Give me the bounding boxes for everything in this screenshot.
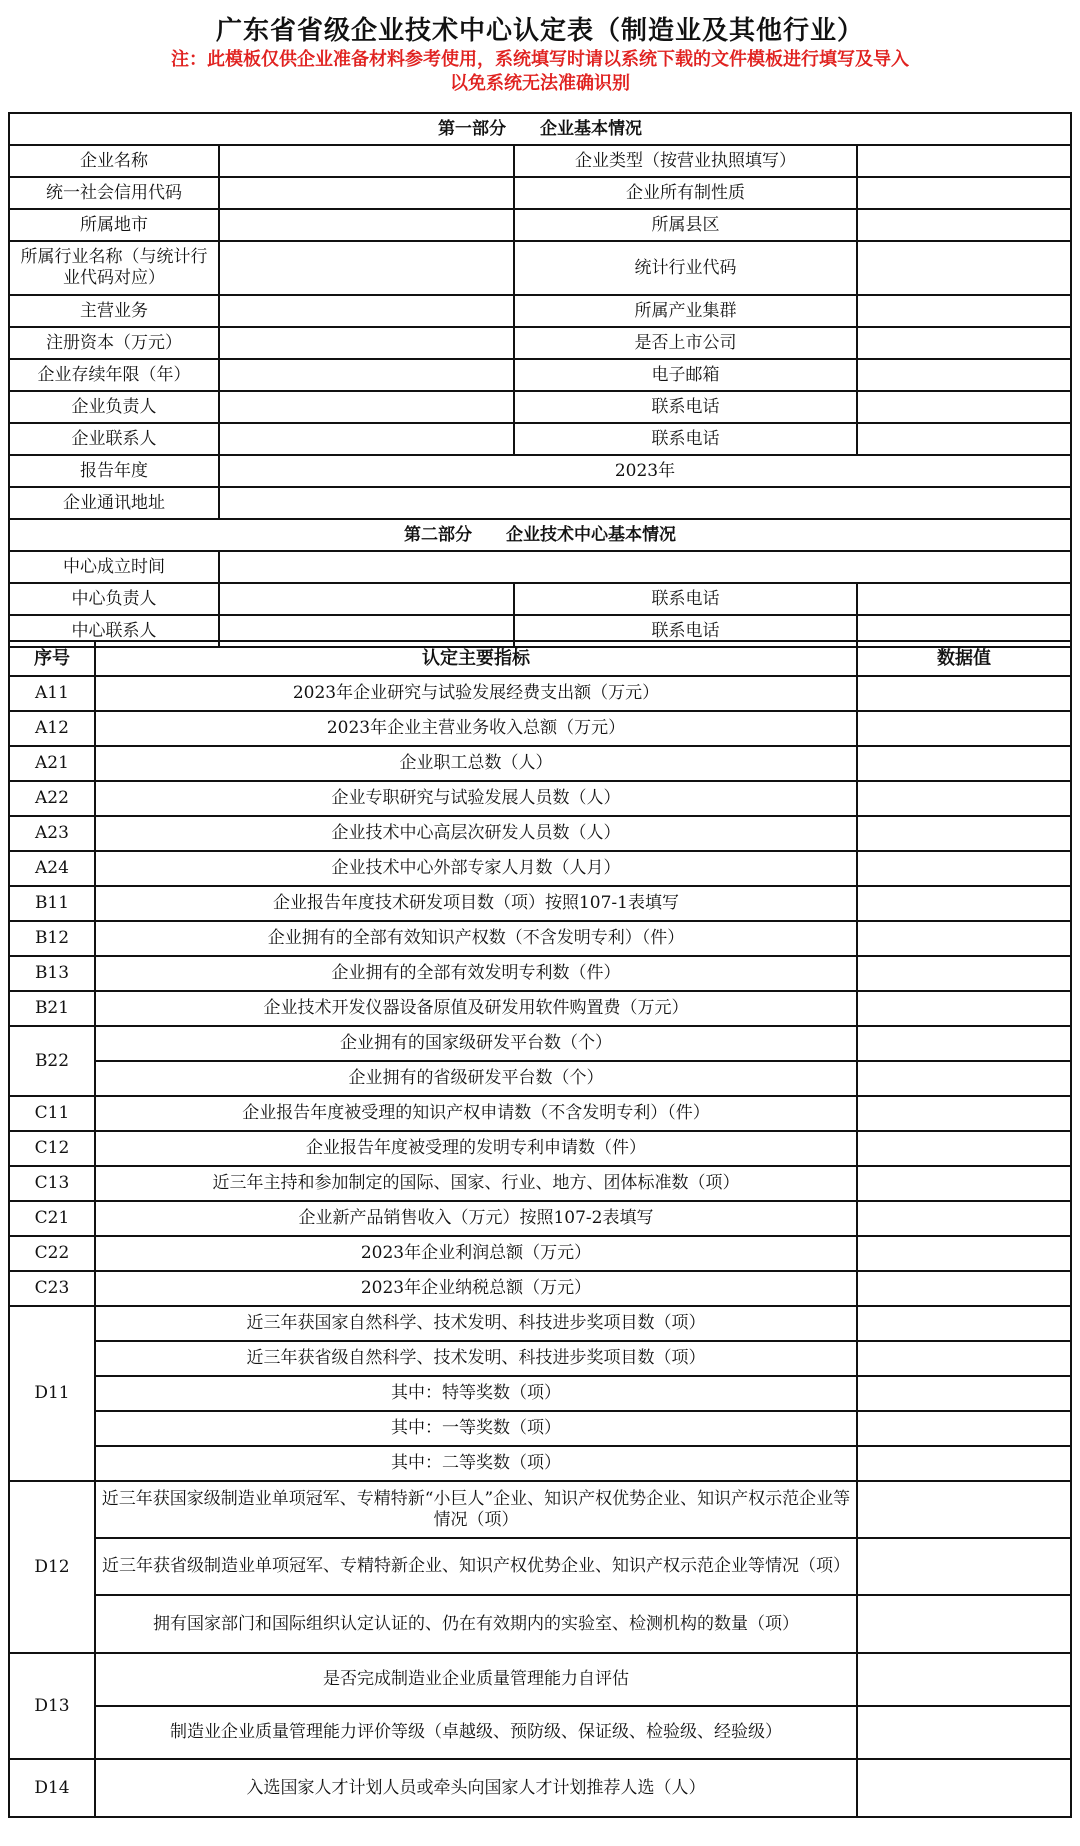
- indicator-label: 近三年获国家自然科学、技术发明、科技进步奖项目数（项）: [95, 1306, 857, 1341]
- row-seq: C22: [9, 1236, 95, 1271]
- center-leader-label: 中心负责人: [9, 583, 219, 615]
- value-field[interactable]: [857, 956, 1071, 991]
- value-field[interactable]: [857, 1595, 1071, 1653]
- row-seq: D13: [9, 1653, 95, 1759]
- row-seq: A22: [9, 781, 95, 816]
- row-seq: C12: [9, 1131, 95, 1166]
- enterprise-leader-label: 企业负责人: [9, 391, 219, 423]
- report-year-label: 报告年度: [9, 455, 219, 487]
- indicator-label: 近三年获省级制造业单项冠军、专精特新企业、知识产权优势企业、知识产权示范企业等情况（项）: [95, 1538, 857, 1595]
- industry-code-field[interactable]: [857, 241, 1071, 295]
- indicator-label: 企业拥有的省级研发平台数（个）: [95, 1061, 857, 1096]
- value-field[interactable]: [857, 1706, 1071, 1759]
- main-business-label: 主营业务: [9, 295, 219, 327]
- indicator-label: 其中：一等奖数（项）: [95, 1411, 857, 1446]
- indicator-label: 企业报告年度被受理的发明专利申请数（件）: [95, 1131, 857, 1166]
- enterprise-name-field[interactable]: [219, 145, 514, 177]
- row-seq: C23: [9, 1271, 95, 1306]
- indicator-label: 企业技术中心高层次研发人员数（人）: [95, 816, 857, 851]
- indicator-label: 入选国家人才计划人员或牵头向国家人才计划推荐人选（人）: [95, 1759, 857, 1817]
- indicator-label: 企业职工总数（人）: [95, 746, 857, 781]
- credit-code-field[interactable]: [219, 177, 514, 209]
- value-field[interactable]: [857, 1026, 1071, 1061]
- enterprise-name-label: 企业名称: [9, 145, 219, 177]
- center-contact-label: 中心联系人: [9, 615, 219, 647]
- enterprise-type-label: 企业类型（按营业执照填写）: [514, 145, 857, 177]
- indicator-label: 企业拥有的全部有效知识产权数（不含发明专利）（件）: [95, 921, 857, 956]
- row-seq: C13: [9, 1166, 95, 1201]
- registered-capital-field[interactable]: [219, 327, 514, 359]
- registered-capital-label: 注册资本（万元）: [9, 327, 219, 359]
- indicator-label: 其中：特等奖数（项）: [95, 1376, 857, 1411]
- value-field[interactable]: [857, 1446, 1071, 1481]
- leader-phone-field[interactable]: [857, 391, 1071, 423]
- indicator-label: 其中：二等奖数（项）: [95, 1446, 857, 1481]
- form-header: [0, 0, 1080, 112]
- enterprise-leader-field[interactable]: [219, 391, 514, 423]
- part1-title: 第一部分 企业基本情况: [9, 113, 1071, 145]
- row-seq: A24: [9, 851, 95, 886]
- report-year-value: 2023年: [219, 455, 1071, 487]
- email-field[interactable]: [857, 359, 1071, 391]
- value-field[interactable]: [857, 1166, 1071, 1201]
- value-field[interactable]: [857, 816, 1071, 851]
- row-seq: C11: [9, 1096, 95, 1131]
- center-contact-phone-label: 联系电话: [514, 615, 857, 647]
- value-field[interactable]: [857, 1271, 1071, 1306]
- value-field[interactable]: [857, 921, 1071, 956]
- value-field[interactable]: [857, 1653, 1071, 1706]
- leader-phone-label: 联系电话: [514, 391, 857, 423]
- indicator-label: 企业技术开发仪器设备原值及研发用软件购置费（万元）: [95, 991, 857, 1026]
- row-seq: A11: [9, 676, 95, 711]
- enterprise-type-field[interactable]: [857, 145, 1071, 177]
- value-field[interactable]: [857, 1306, 1071, 1341]
- row-seq: D12: [9, 1481, 95, 1653]
- indicator-label: 2023年企业纳税总额（万元）: [95, 1271, 857, 1306]
- value-field[interactable]: [857, 1131, 1071, 1166]
- email-label: 电子邮箱: [514, 359, 857, 391]
- address-label: 企业通讯地址: [9, 487, 219, 519]
- row-seq: C21: [9, 1201, 95, 1236]
- value-field[interactable]: [857, 781, 1071, 816]
- enterprise-contact-label: 企业联系人: [9, 423, 219, 455]
- years-in-operation-label: 企业存续年限（年）: [9, 359, 219, 391]
- value-field[interactable]: [857, 746, 1071, 781]
- basic-info-table: [8, 112, 1072, 648]
- listed-company-label: 是否上市公司: [514, 327, 857, 359]
- center-established-label: 中心成立时间: [9, 551, 219, 583]
- industry-code-label: 统计行业代码: [514, 241, 857, 295]
- enterprise-contact-field[interactable]: [219, 423, 514, 455]
- indicator-label: 企业报告年度技术研发项目数（项）按照107-1表填写: [95, 886, 857, 921]
- credit-code-label: 统一社会信用代码: [9, 177, 219, 209]
- center-established-field[interactable]: [219, 551, 1071, 583]
- indicator-label: 2023年企业利润总额（万元）: [95, 1236, 857, 1271]
- indicator-label: 是否完成制造业企业质量管理能力自评估: [95, 1653, 857, 1706]
- indicator-label: 2023年企业主营业务收入总额（万元）: [95, 711, 857, 746]
- part2-title: 第二部分 企业技术中心基本情况: [9, 519, 1071, 551]
- listed-company-field[interactable]: [857, 327, 1071, 359]
- template-note-line-1: 注：此模板仅供企业准备材料参考使用，系统填写时请以系统下载的文件模板进行填写及导入: [171, 49, 909, 70]
- ownership-field[interactable]: [857, 177, 1071, 209]
- value-field[interactable]: [857, 1759, 1071, 1817]
- value-header: 数据值: [857, 641, 1071, 676]
- county-field[interactable]: [857, 209, 1071, 241]
- indicator-label: 近三年主持和参加制定的国际、国家、行业、地方、团体标准数（项）: [95, 1166, 857, 1201]
- indicator-label: 制造业企业质量管理能力评价等级（卓越级、预防级、保证级、检验级、经验级）: [95, 1706, 857, 1759]
- indicators-table: [8, 640, 1072, 1818]
- indicator-label: 拥有国家部门和国际组织认定认证的、仍在有效期内的实验室、检测机构的数量（项）: [95, 1595, 857, 1653]
- indicator-label: 近三年获省级自然科学、技术发明、科技进步奖项目数（项）: [95, 1341, 857, 1376]
- ownership-label: 企业所有制性质: [514, 177, 857, 209]
- indicator-label: 近三年获国家级制造业单项冠军、专精特新“小巨人”企业、知识产权优势企业、知识产权示范企业等情况（项）: [95, 1481, 857, 1538]
- main-business-field[interactable]: [219, 295, 514, 327]
- value-field[interactable]: [857, 1061, 1071, 1096]
- industry-name-field[interactable]: [219, 241, 514, 295]
- row-seq: B22: [9, 1026, 95, 1096]
- value-field[interactable]: [857, 886, 1071, 921]
- row-seq: A12: [9, 711, 95, 746]
- industry-cluster-field[interactable]: [857, 295, 1071, 327]
- row-seq: B11: [9, 886, 95, 921]
- row-seq: B13: [9, 956, 95, 991]
- center-leader-phone-field[interactable]: [857, 583, 1071, 615]
- center-leader-phone-label: 联系电话: [514, 583, 857, 615]
- indicator-label: 企业技术中心外部专家人月数（人月）: [95, 851, 857, 886]
- contact-phone-label: 联系电话: [514, 423, 857, 455]
- indicator-label: 企业新产品销售收入（万元）按照107-2表填写: [95, 1201, 857, 1236]
- value-field[interactable]: [857, 1376, 1071, 1411]
- template-note-line-2: 以免系统无法准确识别: [450, 73, 630, 94]
- industry-name-label: 所属行业名称（与统计行业代码对应）: [9, 241, 219, 295]
- years-in-operation-field[interactable]: [219, 359, 514, 391]
- row-seq: D14: [9, 1759, 95, 1817]
- row-seq: D11: [9, 1306, 95, 1481]
- seq-header: 序号: [9, 641, 95, 676]
- row-seq: A23: [9, 816, 95, 851]
- value-field[interactable]: [857, 1481, 1071, 1538]
- city-label: 所属地市: [9, 209, 219, 241]
- row-seq: A21: [9, 746, 95, 781]
- value-field[interactable]: [857, 1341, 1071, 1376]
- value-field[interactable]: [857, 991, 1071, 1026]
- indicator-label: 企业拥有的全部有效发明专利数（件）: [95, 956, 857, 991]
- city-field[interactable]: [219, 209, 514, 241]
- value-field[interactable]: [857, 1411, 1071, 1446]
- value-field[interactable]: [857, 711, 1071, 746]
- center-leader-field[interactable]: [219, 583, 514, 615]
- indicator-label: 2023年企业研究与试验发展经费支出额（万元）: [95, 676, 857, 711]
- county-label: 所属县区: [514, 209, 857, 241]
- industry-cluster-label: 所属产业集群: [514, 295, 857, 327]
- address-field[interactable]: [219, 487, 1071, 519]
- indicator-label: 企业拥有的国家级研发平台数（个）: [95, 1026, 857, 1061]
- value-field[interactable]: [857, 1538, 1071, 1595]
- indicator-label: 企业报告年度被受理的知识产权申请数（不含发明专利）（件）: [95, 1096, 857, 1131]
- form-title: 广东省省级企业技术中心认定表（制造业及其他行业）: [215, 16, 864, 46]
- value-field[interactable]: [857, 1236, 1071, 1271]
- row-seq: B21: [9, 991, 95, 1026]
- value-field[interactable]: [857, 1201, 1071, 1236]
- value-field[interactable]: [857, 676, 1071, 711]
- value-field[interactable]: [857, 851, 1071, 886]
- indicator-label: 企业专职研究与试验发展人员数（人）: [95, 781, 857, 816]
- contact-phone-field[interactable]: [857, 423, 1071, 455]
- value-field[interactable]: [857, 1096, 1071, 1131]
- row-seq: B12: [9, 921, 95, 956]
- indicator-header: 认定主要指标: [95, 641, 857, 676]
